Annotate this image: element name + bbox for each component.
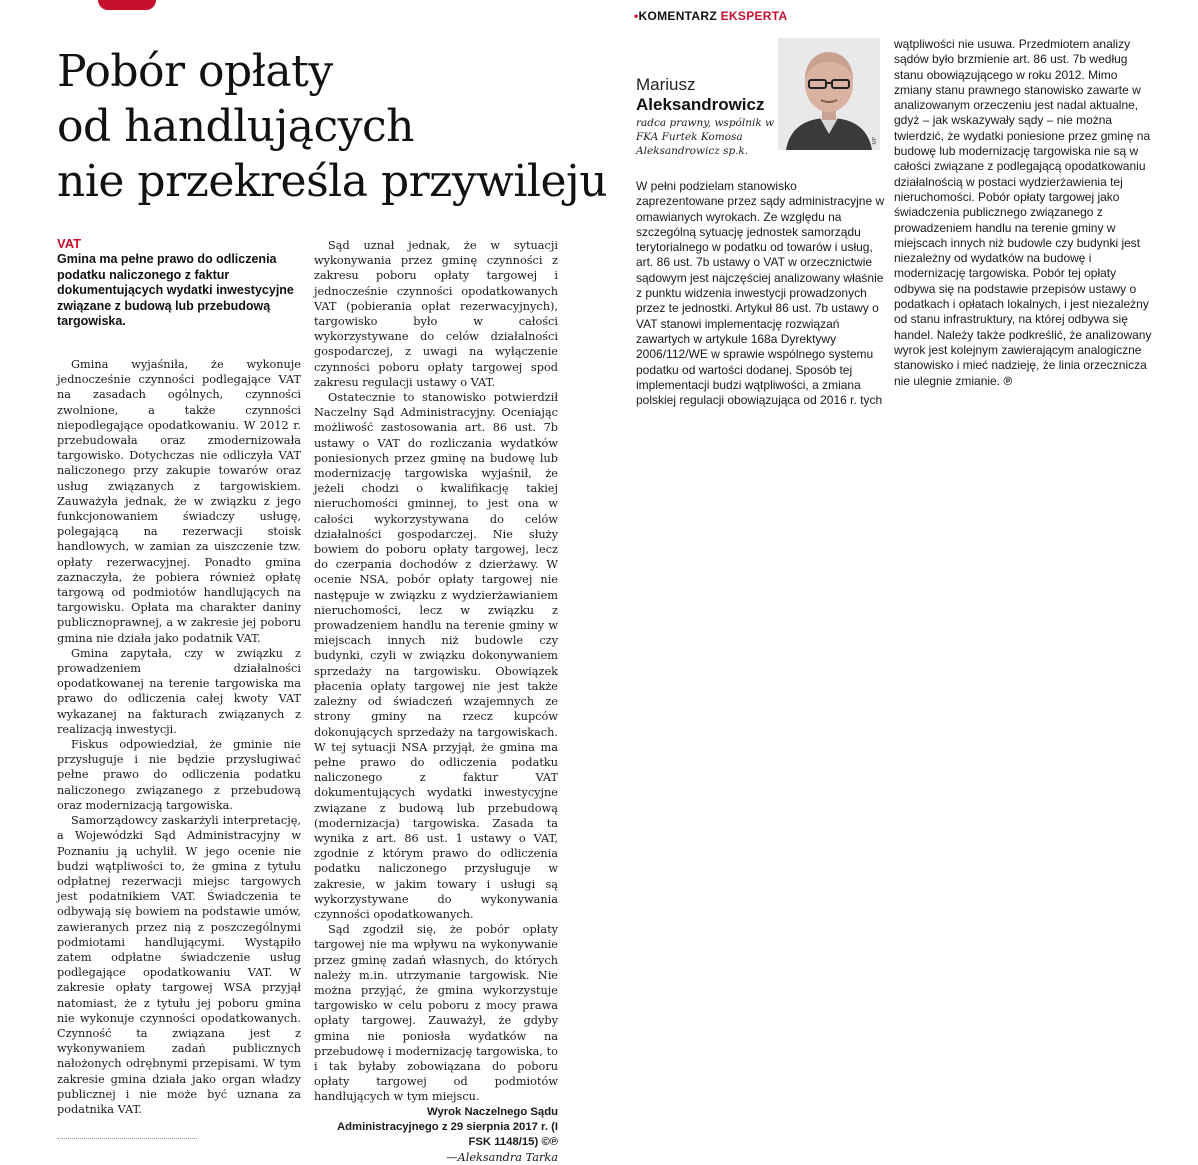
commentary-label-part1: KOMENTARZ — [638, 9, 717, 23]
expert-last-name: Aleksandrowicz — [636, 95, 765, 114]
paragraph: Gmina wyjaśniła, że wykonuje jednocześnie czynności podlegające VAT na zasadach ogólnych, czynności zwolnione, a także czynności niepodlegające opodatkowaniu. W 2012 r. przebudowała oraz zmodernizowała targowisko. Dotychczas nie odliczyła VAT naliczonego przy zakupie towarów oraz usług związanych z targowiskiem. Zauważyła jednak, że w związku z jego funkcjonowaniem świadczy usługę, polegającą na rezerwacji stoisk handlowych, w zamian za uiszczenie tzw. opłaty rezerwacyjnej. Ponadto gmina zaznaczyła, że pobiera również opłatę targową od podmiotów handlujących na targowisku. Opłata ma charakter daniny publicznoprawnej, a w zakresie jej poboru gmina nie działa jako podatnik VAT. — [57, 358, 301, 645]
portrait-image — [778, 38, 880, 150]
paragraph: Fiskus odpowiedział, że gminie nie przysługuje i nie będzie przysługiwać pełne prawo do odliczenia podatku naliczonego związanego z przebudową oraz modernizacją targowiska. — [57, 738, 301, 812]
title-line-1: Pobór opłaty — [57, 46, 333, 97]
article-author: —Aleksandra Tarka — [446, 1150, 558, 1164]
paragraph: Sąd uznał jednak, że w sytuacji wykonywania przez gminę czynności z zakresu poboru opłaty targowej i jednocześnie czynności opodatkowanych VAT (pobierania opłat rezerwacyjnych), targowisko było w całości wykorzystywane do celów działalności gospodarczej, z uwagi na wyłączenie czynności poboru opłaty targowej spod zakresu regulacji ustawy o VAT. — [314, 239, 558, 389]
article-column-1 — [57, 357, 301, 1117]
lead-text: Gmina ma pełne prawo do odliczenia podatku naliczonego z faktur dokumentujących wydatki inwestycyjne związane z budową lub przebudową targowiska. — [57, 252, 294, 328]
end-mark: ℗ — [1000, 373, 1013, 388]
expert-photo — [778, 38, 880, 150]
paragraph: Ostatecznie to stanowisko potwierdził Naczelny Sąd Administracyjny. Oceniając możliwość zastosowania art. 86 ust. 7b ustawy o VAT do rozliczania wydatków poniesionych przez gminę na budowę lub modernizację targowiska wyjaśnił, że jeżeli chodzi o kwalifikację takiej nieruchomości gminnej, to jest ona w całości wykorzystywana do celów działalności gospodarczej. Nie służy bowiem do poboru opłaty targowej, lecz do czerpania dochodów z dzierżawy. W ocenie NSA, pobór opłaty targowej nie następuje w związku z wydzierżawianiem nieruchomości, lecz w związku z prowadzeniem handlu na terenie gminy w miejscach innych niż budowle czy budynki, czyli w związku dokonywaniem sprzedaży na targowisku. Obowiązek płacenia opłaty targowej nie jest także zależny od świadczeń wzajemnych ze strony gminy na rzecz kupców dokonujących sprzedaży na targowiskach. W tej sytuacji NSA przyjął, że gmina ma pełne prawo do odliczenia podatku naliczonego z faktur VAT dokumentujących wydatki inwestycyjne związane z budową lub przebudową (modernizacja) targowiska. Zasada ta wynika z art. 86 ust. 1 ustawy o VAT, zgodnie z którym prawo do odliczenia podatku naliczonego przysługuje w zakresie, w jakim towary i usługi są wykorzystywane do wykonywania czynności opodatkowanych. — [314, 391, 558, 921]
paragraph: Sąd zgodził się, że pobór opłaty targowej nie ma wpływu na wykonywanie przez gminę zadań własnych, do których należy m.in. utrzymanie targowisk. Nie można przyjąć, że gmina wykorzystuje targowisko w celu poboru z mocy prawa opłaty targowej. Zauważył, że gdyby gmina nie poniosła wydatków na przebudowę i modernizację targowiska, to i tak byłaby zobowiązana do poboru opłaty targowej od podmiotów handlujących w tym miejscu. — [314, 923, 558, 1104]
verdict-citation: Wyrok Naczelnego Sądu Administracyjnego z 29 sierpnia 2017 r. (I FSK 1148/15) ©℗ — [336, 1105, 558, 1148]
expert-role: radca prawny, wspólnik w FKA Furtek Komosa Aleksandrowicz sp.k. — [636, 117, 775, 157]
commentary-column-2-text: wątpliwości nie usuwa. Przedmiotem analizy sądów było brzmienie art. 86 ust. 7b według stanu obowiązującego w roku 2012. Mimo zmiany stanu prawnego stanowisko zawarte w analizowanym orzeczeniu jest nadal aktualne, gdyż – jak wskazywały sądy – nie można twierdzić, że wydatki poniesione przez gminę na budowę lub modernizację targowiska nie są w całości związane z podlegającą opodatkowaniu działalnością w postaci wydzierżawienia tej nieruchomości. Pobór opłaty targowej jako świadczenia publicznego związanego z prowadzeniem handlu na terenie gminy w miejscach innych niż budowle czy budynki jest niezależny od wydatków na budowę i modernizację targowiska. Pobór tej opłaty odbywa się na podstawie przepisów ustawy o podatkach i opłatach lokalnych, i jest niezależny od stanu infrastruktury, na której odbywa się handel. Należy także podkreślić, że analizowany wyrok jest kolejnym zawierającym analogiczne stanowisko i mieć nadzieję, że linia orzecznicza nie ulegnie zmianie. — [894, 37, 1152, 388]
title-line-3: nie przekreśla przywileju — [57, 156, 608, 207]
expert-first-name: Mariusz — [636, 75, 696, 94]
photo-credit: MP — [872, 136, 878, 144]
title-line-2: od handlujących — [57, 101, 414, 152]
bullet-icon: • — [634, 9, 639, 23]
article-column-2 — [314, 238, 558, 1165]
article-lead — [57, 236, 309, 330]
section-marker — [98, 0, 156, 10]
commentary-label — [634, 9, 787, 23]
commentary-column-2 — [894, 37, 1154, 389]
commentary-column-1: W pełni podzielam stanowisko zaprezentowane przez sądy administracyjne w omawianych wyrokach. Ze względu na szczególną sytuację jednostek samorządu terytorialnego w podatku od towarów i usług, art. 86 ust. 7b ustawy o VAT w orzecznictwie sądowym jest najczęściej analizowany właśnie z punktu widzenia inwestycji prowadzonych przez te jednostki. Artykuł 86 ust. 7b ustawy o VAT stanowi implementację rozwiązań zawartych w artykule 168a Dyrektywy 2006/112/WE w sprawie wspólnego systemu podatku od wartości dodanej. Sposób tej implementacji budzi wątpliwości, a zmiana polskiej regulacji obowiązująca od 2016 r. tych — [636, 179, 885, 408]
commentary-label-part2: EKSPERTA — [720, 9, 788, 23]
article-title — [57, 44, 617, 209]
topic-tag: VAT — [57, 236, 82, 251]
paragraph: Samorządowcy zaskarżyli interpretację, a Wojewódzki Sąd Administracyjny w Poznaniu ją uchylił. W jego ocenie nie budzi wątpliwości to, że gmina z tytułu odpłatnej rezerwacji miejsc targowych jest podatnikiem VAT. Świadczenia te odbywają się bowiem na podstawie umów, zawieranych przez nią z poszczególnymi podmiotami handlującymi. Wystąpiło zatem odpłatne świadczenie usług podlegające opodatkowaniu VAT. W zakresie opłaty targowej WSA przyjął natomiast, że z tytułu jej poboru gmina nie wykonuje czynności opodatkowanych. Czynność ta związana jest z wykonywaniem zadań publicznych nałożonych odrębnymi przepisami. W tym zakresie gmina działa jako organ władzy publicznej i nie może być uznana za podatnika VAT. — [57, 814, 301, 1116]
paragraph: Gmina zapytała, czy w związku z prowadzeniem działalności opodatkowanej na terenie targowiska ma prawo do odliczenia całej kwoty VAT wykazanej na fakturach związanych z realizacją inwestycji. — [57, 646, 301, 736]
bottom-divider — [57, 1138, 197, 1142]
